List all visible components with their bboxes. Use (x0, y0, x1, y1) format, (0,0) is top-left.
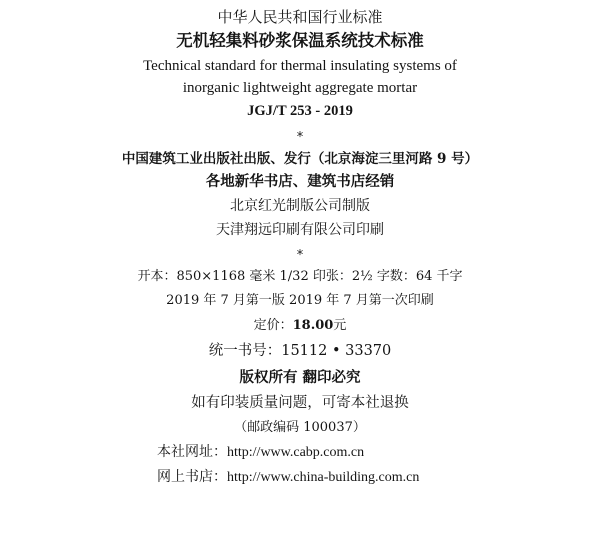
price-value: 18.00 (292, 318, 334, 333)
online-store-url: http://www.china-building.com.cn (227, 470, 420, 485)
chinese-title: 无机轻集料砂浆保温系统技术标准 (176, 31, 424, 50)
separator-star: * (296, 248, 304, 263)
price-unit: 元 (333, 318, 347, 333)
standard-series-heading: 中华人民共和国行业标准 (217, 8, 383, 26)
postcode-line: （邮政编码 100037） (234, 420, 366, 435)
distribution-line: 各地新华书店、建筑书店经销 (205, 173, 395, 190)
rights-notice: 版权所有 翻印必究 (239, 369, 361, 386)
english-title-line-2: inorganic lightweight aggregate mortar (182, 80, 418, 96)
publisher-line: 中国建筑工业出版社出版、发行（北京海淀三里河路 9 号） (121, 151, 479, 167)
format-line: 开本：850×1168 毫米 1/32 印张：2½ 字数：64 千字 (137, 269, 463, 284)
edition-line: 2019 年 7 月第一版 2019 年 7 月第一次印刷 (166, 293, 434, 308)
website-url: http://www.cabp.com.cn (227, 445, 365, 460)
online-store-label: 网上书店： (157, 469, 227, 485)
isbn-line: 统一书号：15112 • 33370 (208, 343, 392, 359)
standard-code: JGJ/T 253 - 2019 (247, 103, 353, 119)
printing-line: 天津翔远印刷有限公司印刷 (216, 222, 384, 238)
english-title-line-1: Technical standard for thermal insulating systems of (143, 58, 457, 74)
online-store-line (157, 470, 419, 485)
website-line (157, 445, 364, 460)
price-line (0, 319, 600, 332)
price-label: 定价： (253, 318, 293, 333)
quality-notice: 如有印装质量问题，可寄本社退换 (191, 395, 409, 411)
separator-star: * (296, 130, 304, 145)
plate-making-line: 北京红光制版公司制版 (230, 198, 370, 214)
website-label: 本社网址： (157, 444, 227, 460)
